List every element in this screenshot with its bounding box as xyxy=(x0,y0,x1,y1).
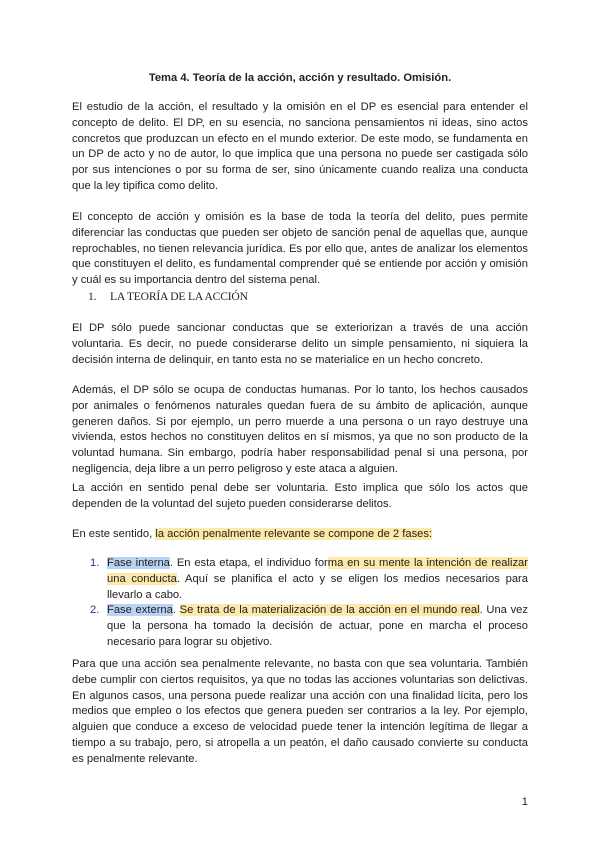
phase-rest: . Aquí se planifica el acto y se eligen los medios necesarios para llevarlo a cabo. xyxy=(107,572,528,601)
voluntary-paragraph: La acción en sentido penal debe ser voluntaria. Esto implica que sólo los actos que dependen de la voluntad del sujeto pueden considerarse delitos. xyxy=(72,482,528,510)
phases-list xyxy=(90,556,528,651)
section-title: LA TEORÍA DE LA ACCIÓN xyxy=(110,290,248,303)
intro-paragraph: El estudio de la acción, el resultado y la omisión en el DP es esencial para entender el concepto de delito. El DP, en su esencia, no sanciona pensamientos ni ideas, sino actos concretos que produzcan un efecto en el mundo exterior. De este modo, se fundamenta en un DP de acto y no de autor, lo que implica que una persona no puede ser castigada sólo por sus intenciones o por su forma de ser, sino únicamente cuando realiza una conducta que la ley tipifica como delito. xyxy=(72,101,528,192)
page-number: 1 xyxy=(521,796,528,808)
phases-intro-highlight: la acción penalmente relevante se compone de 2 fases: xyxy=(155,528,433,540)
phases-intro-paragraph xyxy=(72,527,528,543)
list-number: 1. xyxy=(90,557,100,569)
section-number: 1. xyxy=(88,290,97,303)
phase-highlight: ma en su mente la intención de realizar una conducta xyxy=(107,557,529,585)
section-heading xyxy=(88,290,248,303)
phases-intro-text: En este sentido, xyxy=(72,528,156,540)
list-item xyxy=(90,556,528,603)
phase-text: . En esta etapa, el individuo for xyxy=(169,557,328,569)
document-title: Tema 4. Teoría de la acción, acción y resultado. Omisión. xyxy=(148,72,452,84)
phase-name: Fase externa xyxy=(107,604,173,617)
phase-highlight: Se trata de la materialización de la acción en el mundo real xyxy=(179,604,480,617)
phase-text: . xyxy=(172,604,180,617)
concept-paragraph: El concepto de acción y omisión es la base de toda la teoría del delito, pues permite diferenciar las conductas que pueden ser objeto de sanción penal de aquellas que, aunque reprochables, no tienen relevancia jurídica. Es por ello que, antes de analizar los elementos que constituyen el delito, es fundamental comprender qué se entiende por acción y omisión y cuál es su importancia dentro del sistema penal. xyxy=(72,211,528,287)
list-number: 2. xyxy=(90,604,100,617)
exterior-action-paragraph: El DP sólo puede sancionar conductas que se exteriorizan a través de una acción voluntaria. Es decir, no puede considerarse delito un simple pensamiento, ni siquiera la decisión interna de delinquir, en tanto esta no se materialice en un hecho concreto. xyxy=(72,322,528,366)
phase-name: Fase interna xyxy=(107,557,170,569)
human-conduct-paragraph: Además, el DP sólo se ocupa de conductas humanas. Por lo tanto, los hechos causados por animales o fenómenos naturales quedan fuera de su ámbito de aplicación, aunque generen daños. Si por ejemplo, un perro muerde a una persona o un rayo destruye una vivienda, estos hechos no constituyen delitos en sí mismos, ya que no son producto de la voluntad humana. Sin embargo, podría haber responsabilidad penal si una persona, por negligencia, deja libre a un perro peligroso y este ataca a alguien. xyxy=(72,384,528,475)
requirements-paragraph: Para que una acción sea penalmente relevante, no basta con que sea voluntaria. También debe cumplir con ciertos requisitos, ya que no todas las acciones voluntarias son delictivas. En algunos casos, una persona puede realizar una acción con una finalidad lícita, pero los medios que empleo o los efectos que genera pueden ser contrarios a la ley. Por ejemplo, alguien que conduce a exceso de velocidad puede tener la intención legítima de llegar a tiempo a su trabajo, pero, si atropella a un peatón, el daño causado convierte su conducta es penalmente relevante. xyxy=(72,658,528,765)
list-item xyxy=(90,603,528,650)
phase-rest: . Una vez que la persona ha tomado la decisión de actuar, pone en marcha el proceso necesario para lograr su objetivo. xyxy=(107,604,528,648)
